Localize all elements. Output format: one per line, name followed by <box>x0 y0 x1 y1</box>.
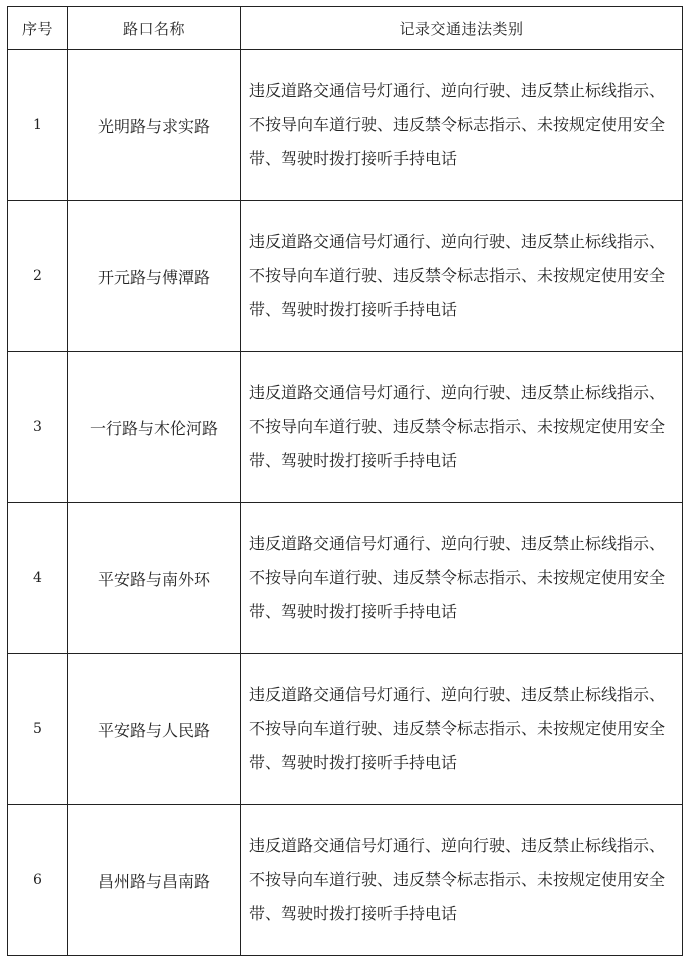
row-intersection-name: 一行路与木伦河路 <box>68 352 241 503</box>
table-row <box>8 352 683 503</box>
row-intersection-name: 开元路与傅潭路 <box>68 201 241 352</box>
table-row <box>8 654 683 805</box>
table-row <box>8 201 683 352</box>
row-intersection-name: 光明路与求实路 <box>68 50 241 201</box>
header-seq: 序号 <box>8 7 68 50</box>
row-seq: 1 <box>8 50 68 201</box>
row-intersection-name: 平安路与人民路 <box>68 654 241 805</box>
table-row <box>8 503 683 654</box>
row-seq: 5 <box>8 654 68 805</box>
row-seq: 2 <box>8 201 68 352</box>
row-violation-types: 违反道路交通信号灯通行、逆向行驶、违反禁止标线指示、不按导向车道行驶、违反禁令标志指示、未按规定使用安全带、驾驶时拨打接听手持电话 <box>241 503 683 654</box>
row-violation-types: 违反道路交通信号灯通行、逆向行驶、违反禁止标线指示、不按导向车道行驶、违反禁令标志指示、未按规定使用安全带、驾驶时拨打接听手持电话 <box>241 201 683 352</box>
row-violation-types: 违反道路交通信号灯通行、逆向行驶、违反禁止标线指示、不按导向车道行驶、违反禁令标志指示、未按规定使用安全带、驾驶时拨打接听手持电话 <box>241 654 683 805</box>
table-row <box>8 50 683 201</box>
header-violation-types: 记录交通违法类别 <box>241 7 683 50</box>
row-violation-types: 违反道路交通信号灯通行、逆向行驶、违反禁止标线指示、不按导向车道行驶、违反禁令标志指示、未按规定使用安全带、驾驶时拨打接听手持电话 <box>241 352 683 503</box>
row-seq: 4 <box>8 503 68 654</box>
intersection-violation-table <box>7 6 683 956</box>
row-seq: 6 <box>8 805 68 956</box>
row-violation-types: 违反道路交通信号灯通行、逆向行驶、违反禁止标线指示、不按导向车道行驶、违反禁令标志指示、未按规定使用安全带、驾驶时拨打接听手持电话 <box>241 50 683 201</box>
header-intersection-name: 路口名称 <box>68 7 241 50</box>
row-seq: 3 <box>8 352 68 503</box>
row-intersection-name: 昌州路与昌南路 <box>68 805 241 956</box>
row-violation-types: 违反道路交通信号灯通行、逆向行驶、违反禁止标线指示、不按导向车道行驶、违反禁令标志指示、未按规定使用安全带、驾驶时拨打接听手持电话 <box>241 805 683 956</box>
table-header-row <box>8 7 683 50</box>
row-intersection-name: 平安路与南外环 <box>68 503 241 654</box>
table-row <box>8 805 683 956</box>
